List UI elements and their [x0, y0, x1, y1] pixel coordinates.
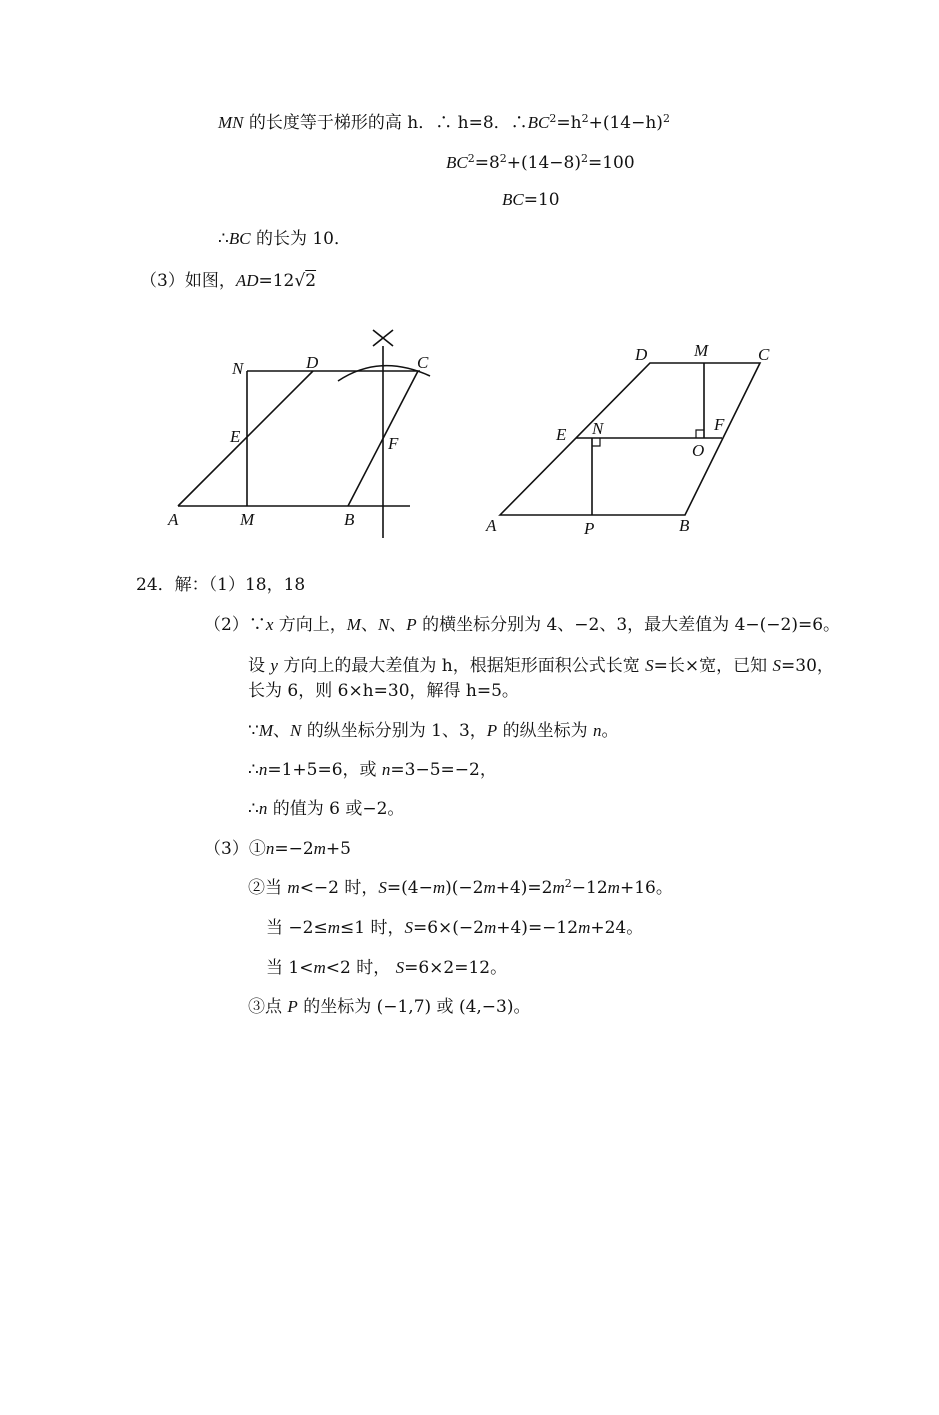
q24-part2-line2: 设 y 方向上的最大差值为 h，根据矩形面积公式长宽 S=长×宽，已知 S=30， — [248, 656, 834, 676]
label-a: A — [486, 516, 497, 535]
label-o: O — [692, 441, 705, 460]
right-angle-n — [592, 438, 600, 446]
label-m: M — [694, 341, 709, 360]
figure-1-construction — [160, 318, 450, 548]
q24-part2-line1: （2）∵x 方向上，M、N、P 的横坐标分别为 4、−2、3，最大差值为 4−(−2)=6。 — [204, 615, 841, 635]
q24-part3-line4: 当 1<m<2 时， S=6×2=12。 — [266, 958, 508, 978]
q24-part3-line5: ③点 P 的坐标为 (−1,7) 或 (4,−3)。 — [248, 997, 531, 1017]
parallelogram-abcd — [500, 363, 760, 515]
label-b: B — [679, 516, 690, 535]
equation-bc-value: BC=10 — [502, 190, 560, 210]
label-c: C — [758, 345, 770, 364]
q24-part3-line3: 当 −2≤m≤1 时，S=6×(−2m+4)=−12m+24。 — [266, 918, 644, 938]
label-d: D — [306, 353, 319, 372]
q24-part3-line1: （3）①n=−2m+5 — [204, 839, 351, 859]
text-line-mn-height: MN 的长度等于梯形的高 h．∴ h=8．$\therefore BC^2=h^2+(14-h)^2$ — [218, 112, 670, 133]
label-d: D — [635, 345, 648, 364]
q24-header: 24．解：（1）18，18 — [136, 575, 306, 595]
label-n: N — [232, 359, 244, 378]
label-e: E — [556, 425, 567, 444]
label-n: N — [592, 419, 604, 438]
q24-part2-line5: ∴n=1+5=6，或 n=3−5=−2， — [248, 760, 497, 780]
equation-bc-squared: $BC^2=8^2+(14-8)^2=100$ — [446, 152, 635, 173]
segment-ad — [178, 371, 313, 506]
label-e: E — [230, 427, 241, 446]
q24-part2-line4: ∵M、N 的纵坐标分别为 1、3，P 的纵坐标为 n。 — [248, 721, 619, 741]
figure-2-parallelogram — [480, 338, 790, 548]
label-f: F — [714, 415, 725, 434]
conclusion-bc: ∴BC 的长为 10． — [218, 229, 352, 249]
right-angle-o — [696, 430, 704, 438]
q24-part2-line6: ∴n 的值为 6 或−2。 — [248, 799, 405, 819]
label-f: F — [388, 434, 399, 453]
label-c: C — [417, 353, 429, 372]
q24-part2-line3: 长为 6，则 6×h=30，解得 h=5。 — [248, 681, 519, 701]
label-p: P — [584, 519, 595, 538]
label-m: M — [240, 510, 255, 529]
part3-heading: （3）如图，AD=12√2 — [140, 271, 317, 291]
label-a: A — [168, 510, 179, 529]
q24-part3-line2: ②当 m<−2 时，$S=(4-m)(-2m+4)=2m^2-12m+16$。 — [248, 877, 673, 898]
label-b: B — [344, 510, 355, 529]
